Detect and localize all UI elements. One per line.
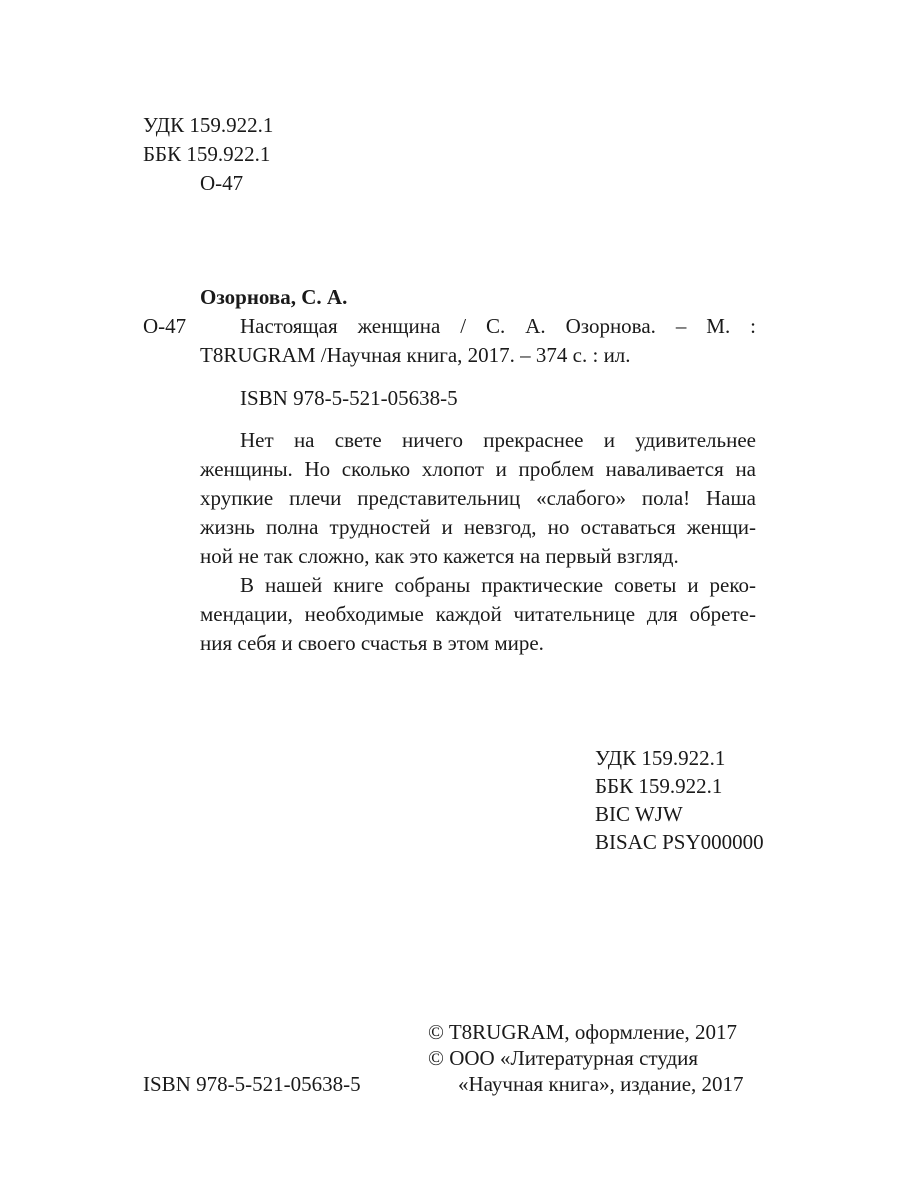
annotation-paragraph-1 [200, 426, 756, 571]
record-isbn: ISBN 978-5-521-05638-5 [240, 386, 458, 410]
annotation-line: Нет на свете ничего прекраснее и удивительнее [240, 428, 756, 452]
bottom-udk: УДК 159.922.1 [595, 746, 726, 770]
annotation-line: ной не так сложно, как это кажется на первый взгляд. [200, 544, 679, 568]
author-name: Озорнова, С. А. [200, 285, 348, 309]
annotation-line: мендации, необходимые каждой читательнице для обрете- [200, 602, 756, 626]
bottom-bic: BIC WJW [595, 802, 683, 826]
annotation-line: хрупкие плечи представительниц «слабого» пола! Наша [200, 486, 756, 510]
top-bbk: ББК 159.922.1 [143, 142, 271, 166]
copyright-line-2: © ООО «Литературная студия [428, 1046, 699, 1070]
annotation-line: В нашей книге собраны практические советы и реко- [240, 573, 756, 597]
bottom-isbn: ISBN 978-5-521-05638-5 [143, 1072, 361, 1096]
copyright-line-1: © T8RUGRAM, оформление, 2017 [428, 1020, 738, 1044]
copyright-line-3: «Научная книга», издание, 2017 [458, 1072, 744, 1096]
annotation-paragraph-2 [200, 571, 756, 658]
annotation-line: женщины. Но сколько хлопот и проблем наваливается на [200, 457, 756, 481]
annotation-line: ния себя и своего счастья в этом мире. [200, 631, 544, 655]
title-line-1: Настоящая женщина / С. А. Озорнова. – М. : [240, 314, 756, 338]
bottom-bbk: ББК 159.922.1 [595, 774, 723, 798]
title-line-2: T8RUGRAM /Научная книга, 2017. – 374 с. : ил. [200, 343, 631, 367]
side-author-mark: О-47 [143, 314, 187, 338]
bottom-bisac: BISAC PSY000000 [595, 830, 764, 854]
top-udk: УДК 159.922.1 [143, 113, 274, 137]
annotation-line: жизнь полна трудностей и невзгод, но оставаться женщи- [200, 515, 756, 539]
top-author-mark: О-47 [200, 171, 244, 195]
